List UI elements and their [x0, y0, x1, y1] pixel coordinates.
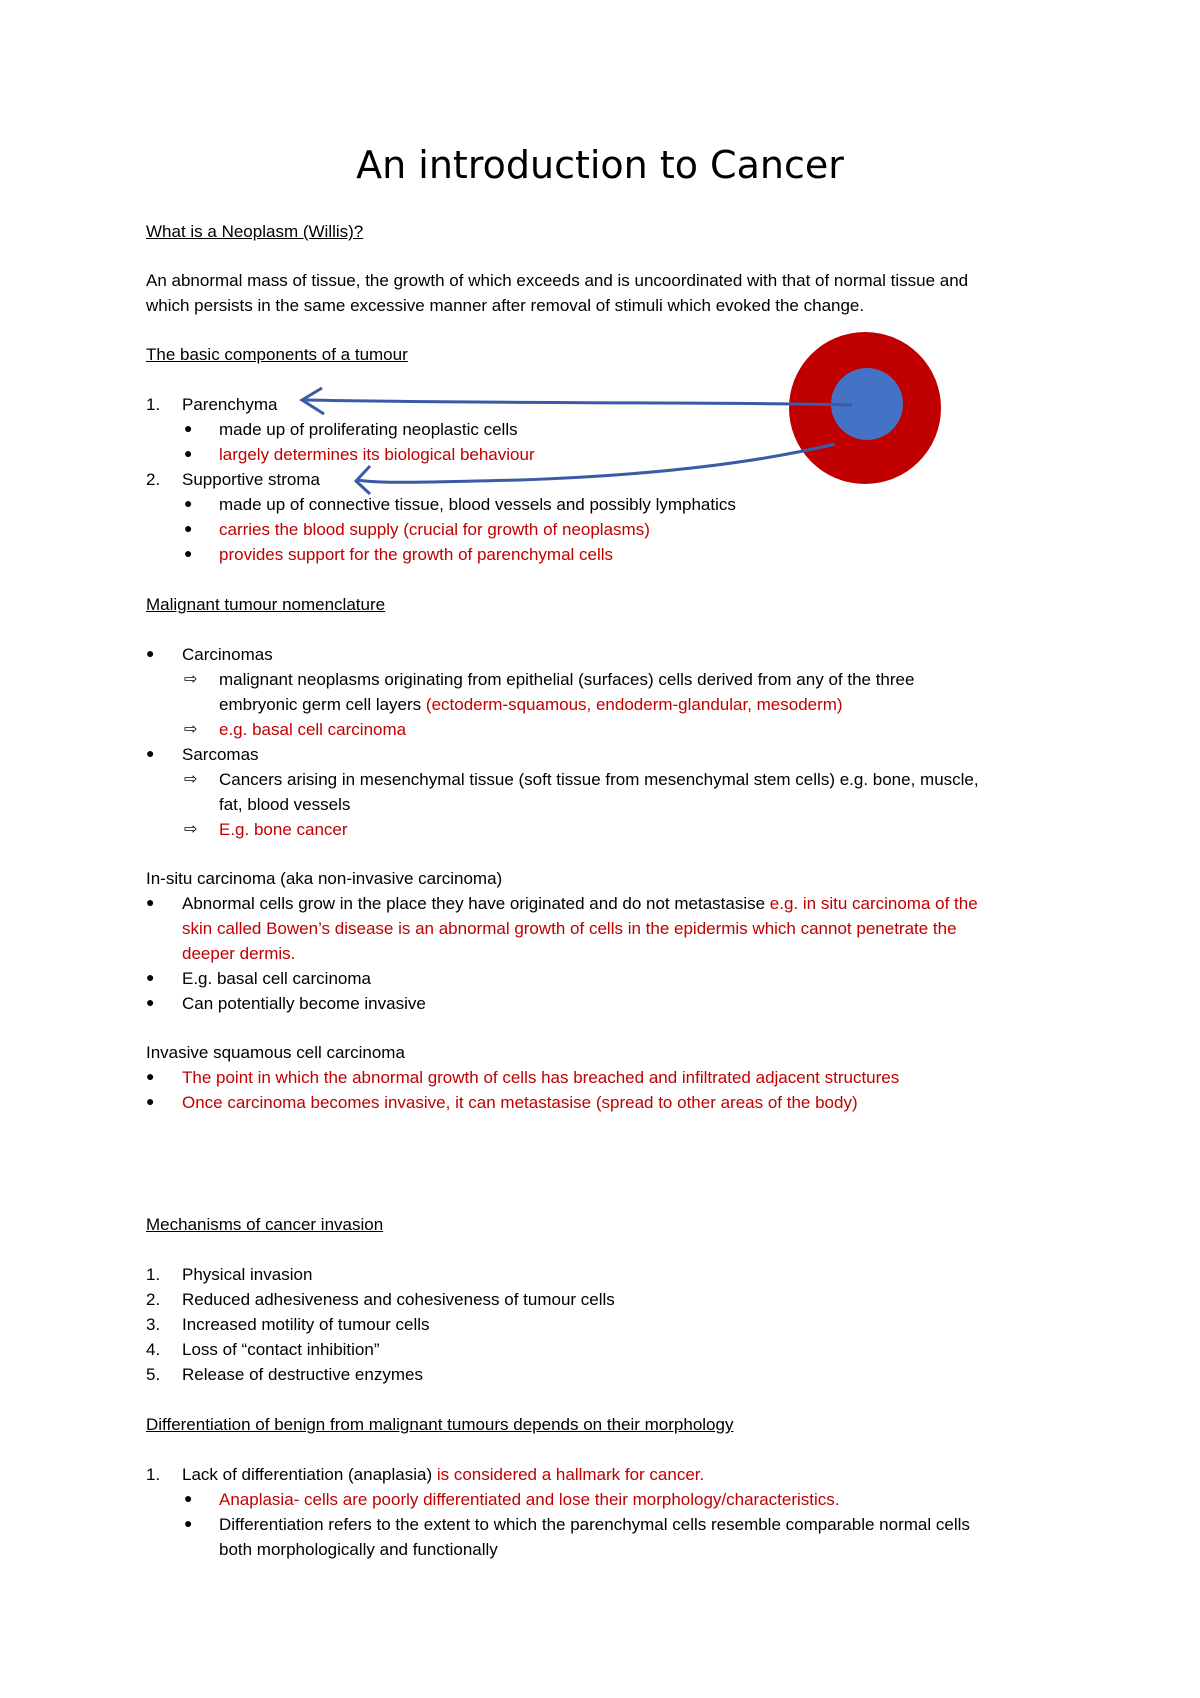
bullet-icon: ● — [146, 894, 155, 910]
mechanism-item-1: Physical invasion — [182, 1265, 313, 1284]
stroma-bullet-3: provides support for the growth of parenchymal cells — [219, 545, 614, 564]
insitu-bullet-1-line1 — [182, 891, 978, 916]
arrow-icon: ⇨ — [184, 671, 198, 688]
stroma-arrow-line — [358, 444, 835, 482]
list-number: 4. — [146, 1340, 161, 1359]
components-heading: The basic components of a tumour — [146, 345, 408, 364]
stroma-bullet-1: made up of connective tissue, blood vessels and possibly lymphatics — [219, 495, 736, 514]
carcinomas-germ-layers-text: embryonic germ cell layers — [219, 695, 426, 714]
carcinomas-germ-layers-detail: (ectoderm-squamous, endoderm-glandular, mesoderm) — [425, 695, 843, 714]
insitu-bullet-2: E.g. basal cell carcinoma — [182, 969, 371, 988]
differentiation-bullet-1: Anaplasia- cells are poorly differentiated and lose their morphology/characteristics. — [219, 1490, 840, 1509]
neoplasm-definition-line1: An abnormal mass of tissue, the growth of which exceeds and is uncoordinated with that of normal tissue and — [146, 271, 969, 290]
stroma-bullet-2: carries the blood supply (crucial for growth of neoplasms) — [219, 520, 650, 539]
differentiation-item-1-hallmark: is considered a hallmark for cancer. — [436, 1465, 705, 1484]
mechanism-item-3: Increased motility of tumour cells — [182, 1315, 430, 1334]
insitu-bullet-1-line3: deeper dermis. — [182, 944, 296, 963]
list-number: 2. — [146, 470, 161, 489]
arrow-icon: ⇨ — [184, 821, 198, 838]
parenchyma-arrow-line — [305, 400, 852, 405]
parenchyma-bullet-2: largely determines its biological behaviour — [219, 445, 535, 464]
arrow-icon: ⇨ — [184, 721, 198, 738]
list-number: 1. — [146, 1265, 161, 1284]
mechanism-item-5: Release of destructive enzymes — [182, 1365, 423, 1384]
bullet-icon: ● — [146, 969, 155, 985]
parenchyma-bullet-1: made up of proliferating neoplastic cells — [219, 420, 518, 439]
neoplasm-definition-line2: which persists in the same excessive manner after removal of stimuli which evoked the change. — [146, 296, 865, 315]
insitu-bullet-1-text: Abnormal cells grow in the place they have originated and do not metastasise — [182, 894, 770, 913]
mechanism-item-2: Reduced adhesiveness and cohesiveness of tumour cells — [182, 1290, 615, 1309]
bullet-icon: ● — [184, 520, 193, 536]
insitu-heading: In-situ carcinoma (aka non-invasive carcinoma) — [146, 869, 503, 888]
invasive-heading: Invasive squamous cell carcinoma — [146, 1043, 405, 1062]
list-number: 1. — [146, 395, 161, 414]
differentiation-bullet-2-line2: both morphologically and functionally — [219, 1540, 498, 1559]
carcinomas-label: Carcinomas — [182, 645, 273, 664]
bullet-icon: ● — [146, 994, 155, 1010]
bullet-icon: ● — [184, 1515, 193, 1531]
differentiation-item-1-text: Lack of differentiation (anaplasia) — [182, 1465, 437, 1484]
sarcomas-example: E.g. bone cancer — [219, 820, 348, 839]
page-title: An introduction to Cancer — [356, 143, 844, 187]
nomenclature-heading: Malignant tumour nomenclature — [146, 595, 386, 614]
bullet-icon: ● — [184, 445, 193, 461]
neoplasm-heading: What is a Neoplasm (Willis)? — [146, 222, 364, 241]
list-number: 3. — [146, 1315, 161, 1334]
differentiation-heading: Differentiation of benign from malignant tumours depends on their morphology — [146, 1415, 734, 1434]
differentiation-item-1 — [182, 1462, 704, 1487]
differentiation-bullet-2-line1: Differentiation refers to the extent to which the parenchymal cells resemble comparable normal cells — [219, 1515, 970, 1534]
insitu-bullet-1-example: e.g. in situ carcinoma of the — [769, 894, 978, 913]
arrow-icon: ⇨ — [184, 771, 198, 788]
sarcomas-description-line1: Cancers arising in mesenchymal tissue (soft tissue from mesenchymal stem cells) e.g. bone, muscle, — [219, 770, 979, 789]
bullet-icon: ● — [146, 1093, 155, 1109]
insitu-bullet-1-line2: skin called Bowen’s disease is an abnormal growth of cells in the epidermis which cannot penetrate the — [182, 919, 957, 938]
bullet-icon: ● — [146, 645, 155, 661]
mechanisms-heading: Mechanisms of cancer invasion — [146, 1215, 384, 1234]
invasive-bullet-1: The point in which the abnormal growth of cells has breached and infiltrated adjacent structures — [182, 1068, 900, 1087]
carcinomas-description-line2 — [219, 692, 843, 717]
carcinomas-example: e.g. basal cell carcinoma — [219, 720, 407, 739]
insitu-bullet-3: Can potentially become invasive — [182, 994, 426, 1013]
bullet-icon: ● — [184, 545, 193, 561]
sarcomas-description-line2: fat, blood vessels — [219, 795, 351, 814]
list-number: 5. — [146, 1365, 161, 1384]
bullet-icon: ● — [184, 420, 193, 436]
bullet-icon: ● — [146, 745, 155, 761]
carcinomas-description-line1: malignant neoplasms originating from epithelial (surfaces) cells derived from any of the three — [219, 670, 915, 689]
mechanism-item-4: Loss of “contact inhibition” — [182, 1340, 380, 1359]
bullet-icon: ● — [184, 1490, 193, 1506]
bullet-icon: ● — [184, 495, 193, 511]
list-number: 2. — [146, 1290, 161, 1309]
list-number: 1. — [146, 1465, 161, 1484]
sarcomas-label: Sarcomas — [182, 745, 259, 764]
component-parenchyma-label: Parenchyma — [182, 395, 278, 414]
bullet-icon: ● — [146, 1068, 155, 1084]
component-stroma-label: Supportive stroma — [182, 470, 320, 489]
invasive-bullet-2: Once carcinoma becomes invasive, it can metastasise (spread to other areas of the body) — [182, 1093, 858, 1112]
